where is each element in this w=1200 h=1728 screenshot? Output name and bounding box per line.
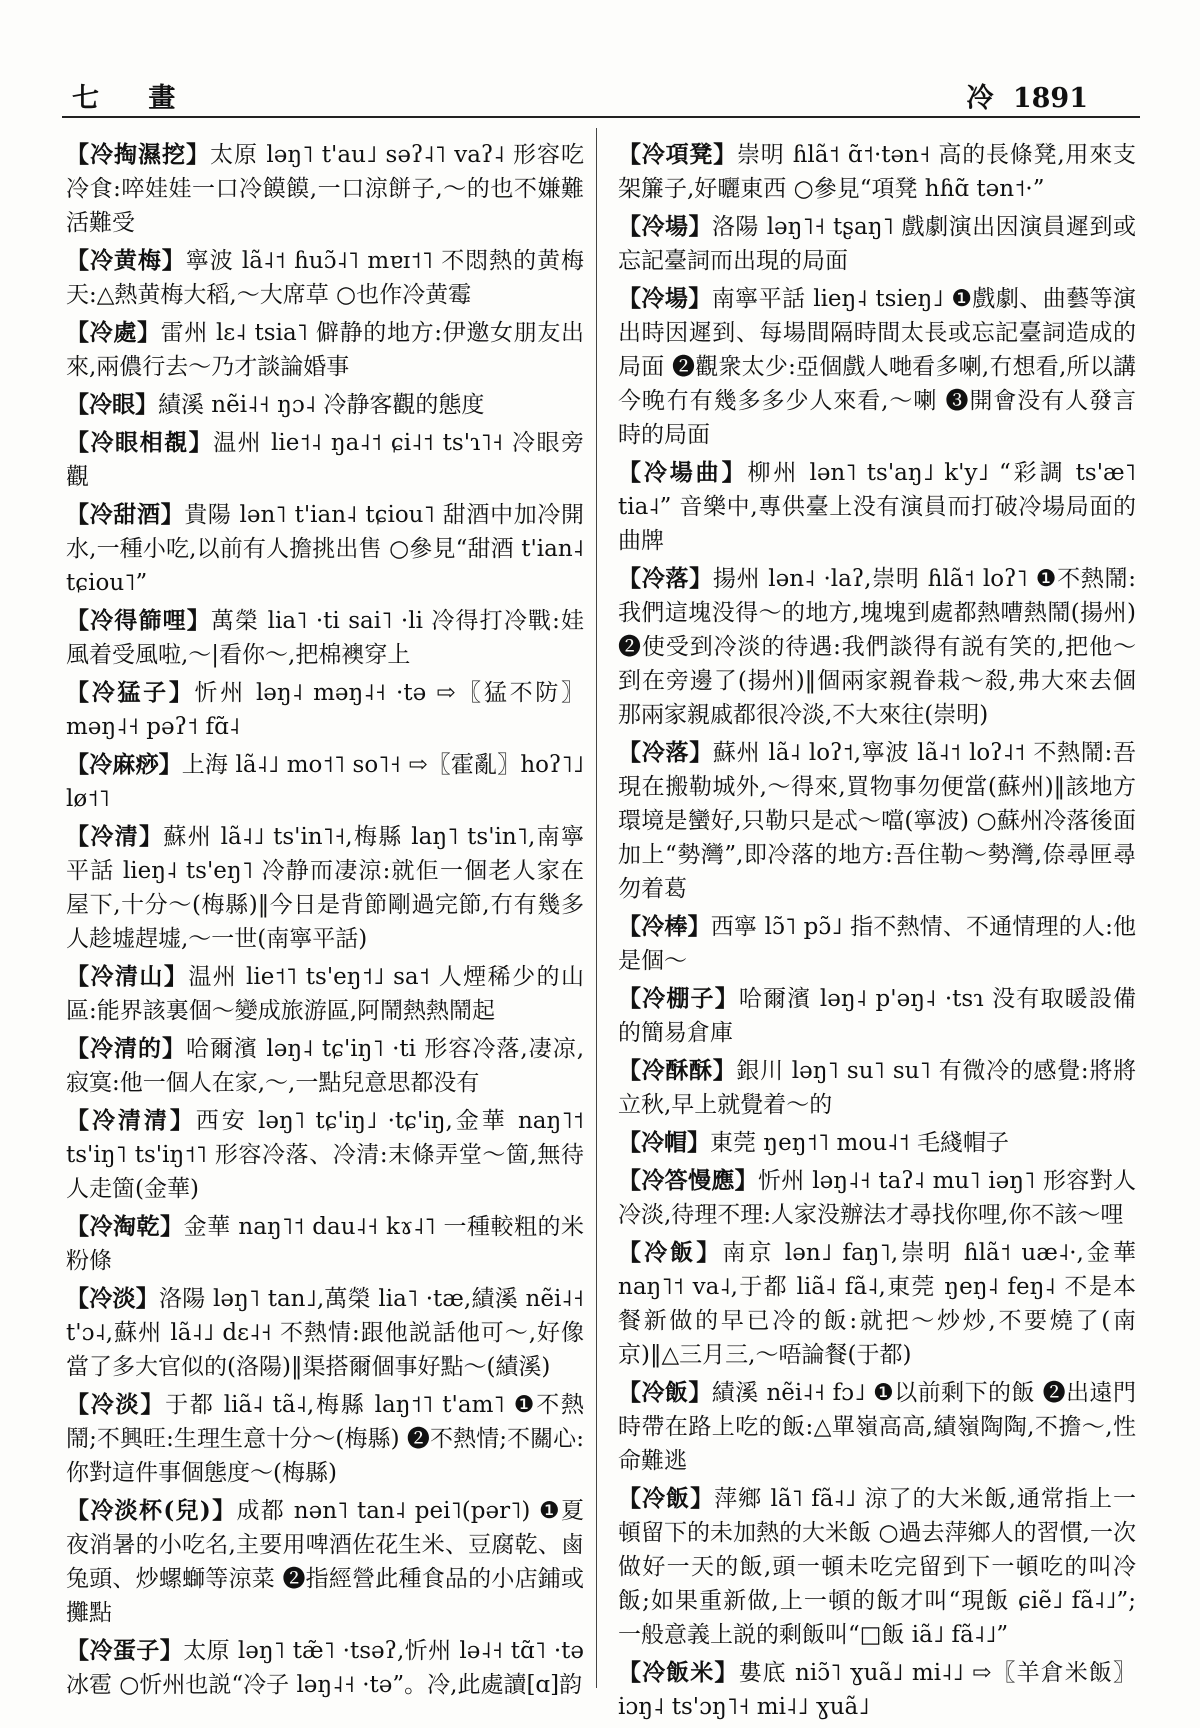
- entry-headword: 【冷落】: [618, 739, 713, 766]
- dictionary-entry: [616, 1482, 1136, 1652]
- entry-headword: 【冷酥酥】: [618, 1057, 737, 1084]
- entry-definition: 南寧平話 lieŋ˨ tsieŋ˩ ❶戲劇、曲藝等演出時因遲到、每場間隔時間太長或忘記臺詞造成的局面 ❷觀衆太少:亞個戲人哋看多喇,冇想看,所以講今晚冇有幾多多少人來看,～喇 ❸開會没有人發言時的局面: [618, 286, 1136, 448]
- dictionary-entry: [64, 138, 584, 240]
- entry-headword: 【冷場】: [618, 213, 712, 240]
- dictionary-entry: [64, 1104, 584, 1206]
- right-column: [616, 138, 1136, 1728]
- entry-definition: 太原 ləŋ˥ t'au˩ səʔ˨˥ vaʔ˨ 形容吃冷食:啐娃娃一口冷饃饃,一口涼餅子,～的也不嫌難活難受: [66, 142, 584, 236]
- dictionary-entry: [616, 210, 1136, 278]
- dictionary-entry: [64, 604, 584, 672]
- entry-headword: 【冷清的】: [66, 1035, 187, 1062]
- dictionary-entry: [616, 1054, 1136, 1122]
- entry-definition: 蘇州 lã˨˩ ts'in˥˧,梅縣 laŋ˥ ts'in˥,南寧平話 lieŋ˨ ts'eŋ˥ 冷静而凄涼:就佢一個老人家在屋下,十分～(梅縣)‖今日是背節剛過完節,冇有幾多人趁墟趕墟,～一世(南寧平話): [66, 824, 585, 952]
- entry-headword: 【冷飯】: [618, 1239, 723, 1266]
- dictionary-entry: [616, 1236, 1136, 1372]
- entry-headword: 【冷淡杯(兒)】: [66, 1497, 237, 1524]
- entry-headword: 【冷淘乾】: [66, 1213, 184, 1240]
- entry-definition: 洛陽 ləŋ˥ tan˩,萬榮 lia˥ ·tæ,績溪 nẽi˨˧ t'ɔ˨,蘇州 lã˨˩ dɛ˨˧ 不熱情:跟他説話他可～,好像當了多大官似的(洛陽)‖渠搭爾個事好點～(績溪): [66, 1286, 584, 1380]
- section-header: 七 畫: [72, 83, 196, 114]
- entry-definition: 貴陽 lən˥ t'ian˨ tɕiou˥ 甜酒中加冷開水,一種小吃,以前有人擔挑出售 ○參見“甜酒 t'ian˨ tɕiou˥”: [66, 502, 585, 596]
- entry-headword: 【冷眼相覩】: [66, 429, 214, 456]
- entry-headword: 【冷甜酒】: [66, 501, 185, 528]
- entry-definition: 哈爾濱 ləŋ˨ p'əŋ˨ ·tsɿ 没有取暖設備的簡易倉庫: [618, 986, 1137, 1046]
- dictionary-entry: [616, 138, 1136, 206]
- entry-definition: 成都 nən˥ tan˨ pei˥(pər˥) ❶夏夜消暑的小吃名,主要用啤酒佐花生米、豆腐乾、鹵兔頭、炒螺螄等涼菜 ❷指經營此種食品的小店鋪或攤點: [66, 1498, 584, 1626]
- dictionary-entry: [64, 498, 584, 600]
- dictionary-entry: [64, 1494, 584, 1630]
- entry-headword: 【冷得篩哩】: [66, 607, 211, 634]
- entry-headword: 【冷帽】: [618, 1129, 710, 1156]
- dictionary-entry: [616, 1656, 1136, 1724]
- entry-headword: 【冷清山】: [66, 963, 189, 990]
- dictionary-entry: [64, 388, 584, 422]
- entry-definition: 柳州 lən˥ ts'aŋ˩ k'y˩ “彩調 ts'æ˥ tia˨” 音樂中,專供臺上没有演員而打破冷場局面的曲牌: [618, 460, 1136, 554]
- left-column: [64, 138, 584, 1706]
- dictionary-entry: [616, 562, 1136, 732]
- entry-headword: 【冷眼】: [66, 391, 158, 418]
- entry-headword: 【冷清】: [66, 823, 164, 850]
- entry-definition: 太原 ləŋ˥ tæ̃˥ ·tsəʔ,忻州 lə˨˧ tɑ̃˥ ·tə 冰雹 ○忻州也説“冷子 ləŋ˨˧ ·tə”。冷,此處讀[ɑ]韵: [66, 1638, 585, 1698]
- entry-headword: 【冷答慢應】: [618, 1167, 758, 1194]
- dictionary-entry: [64, 960, 584, 1028]
- entry-headword: 【冷棒】: [618, 913, 711, 940]
- entry-headword: 【冷飯】: [618, 1485, 715, 1512]
- entry-definition: 忻州 ləŋ˨ məŋ˨˧ ·tə ⇨〖猛不防〗məŋ˨˧ pəʔ˦ fɑ̃˨: [66, 680, 584, 740]
- entry-headword: 【冷淡】: [66, 1285, 159, 1312]
- dictionary-entry: [64, 1282, 584, 1384]
- entry-definition: 金華 naŋ˥˦ dau˨˧ kɤ˨˥ 一種較粗的米粉條: [66, 1214, 585, 1274]
- dictionary-entry: [64, 316, 584, 384]
- entry-definition: 崇明 ɦlã˦ ɑ̃˦·tən˧ 高的長條凳,用來支架簾子,好曬東西 ○參見“項凳 hɦɑ̃ tən˦·”: [618, 142, 1137, 202]
- dictionary-entry: [616, 456, 1136, 558]
- entry-headword: 【冷飯】: [618, 1379, 712, 1406]
- entry-definition: 西寧 lɔ̃˥ pɔ̃˩ 指不熱情、不通情理的人:他是個～: [618, 914, 1137, 974]
- dictionary-entry: [64, 1210, 584, 1278]
- header-rule: [62, 116, 1140, 118]
- entry-definition: 揚州 lən˨ ·laʔ,崇明 ɦlã˦ loʔ˥ ❶不熱鬧:我們這塊没得～的地方,塊塊到處都熱嘈熱鬧(揚州) ❷使受到冷淡的待遇:我們談得有説有笑的,把他～到在旁邊了(揚州)‖個兩家親眷栽～殺,弗大來去個那兩家親戚都很冷淡,不大來往(崇明): [618, 566, 1137, 728]
- dictionary-entry: [64, 426, 584, 494]
- entry-headword: 【冷蛋子】: [66, 1637, 184, 1664]
- dictionary-entry: [64, 820, 584, 956]
- entry-definition: 西安 ləŋ˥ tɕ'iŋ˩ ·tɕ'iŋ,金華 naŋ˥˦ ts'iŋ˥ ts'iŋ˦˥ 形容冷落、冷清:末條弄堂～箇,無待人走箇(金華): [66, 1108, 585, 1202]
- dictionary-entry: [64, 1032, 584, 1100]
- entry-headword: 【冷項凳】: [618, 141, 737, 168]
- entry-definition: 東莞 ŋeŋ˦˥ mou˨˦ 毛綫帽子: [710, 1130, 1010, 1156]
- entry-headword: 【冷棚子】: [618, 985, 739, 1012]
- entry-headword: 【冷落】: [618, 565, 713, 592]
- entry-definition: 績溪 nẽi˨˧ ŋɔ˨ 冷静客觀的態度: [158, 392, 485, 418]
- dictionary-entry: [64, 244, 584, 312]
- dictionary-entry: [64, 1634, 584, 1702]
- entry-headword: 【冷場曲】: [618, 459, 748, 486]
- dictionary-entry: [616, 282, 1136, 452]
- entry-definition: 上海 lã˨˩ mo˦˥ so˥˧ ⇨〖霍亂〗hoʔ˥˩ lø˦˥: [66, 752, 585, 812]
- entry-definition: 于都 liã˨ tã˨,梅縣 laŋ˦˥ t'am˥ ❶不熱鬧;不興旺:生理生意十分～(梅縣) ❷不熱情;不關心:你對這件事個態度～(梅縣): [66, 1392, 584, 1486]
- entry-definition: 哈爾濱 ləŋ˨ tɕ'iŋ˥ ·ti 形容冷落,凄凉,寂寞:他一個人在家,～,一點兒意思都没有: [66, 1036, 585, 1096]
- entry-headword: 【冷清清】: [66, 1107, 196, 1134]
- entry-definition: 忻州 ləŋ˨˧ taʔ˨ mu˥ iəŋ˥ 形容對人冷淡,待理不理:人家没辦法才尋找你哩,你不該～哩: [618, 1168, 1136, 1228]
- dictionary-entry: [616, 1126, 1136, 1160]
- entry-headword: 【冷淡】: [66, 1391, 166, 1418]
- dictionary-entry: [64, 748, 584, 816]
- entry-headword: 【冷飯米】: [618, 1659, 739, 1686]
- entry-definition: 寧波 lã˨˦ ɦuɔ̃˨˥ mɐɪ˦˥ 不悶熱的黄梅天:△熱黄梅大稻,～大席草 ○也作冷黄霉: [66, 248, 584, 308]
- dictionary-entry: [616, 736, 1136, 906]
- entry-headword: 【冷場】: [618, 285, 712, 312]
- entry-definition: 雷州 lɛ˨ tsia˥ 僻静的地方:伊邀女朋友出來,兩儂行去～乃才談論婚事: [66, 320, 584, 380]
- dictionary-entry: [616, 910, 1136, 978]
- entry-definition: 洛陽 ləŋ˥˧ tʂaŋ˥ 戲劇演出因演員遲到或忘記臺詞而出現的局面: [618, 214, 1136, 274]
- entry-headword: 【冷麻痧】: [66, 751, 182, 778]
- dictionary-entry: [64, 1388, 584, 1490]
- dictionary-entry: [616, 1376, 1136, 1478]
- entry-definition: 銀川 ləŋ˥ su˥ su˥ 有微冷的感覺:將將立秋,早上就覺着～的: [618, 1058, 1137, 1118]
- dictionary-entry: [64, 676, 584, 744]
- entry-definition: 婁底 niɔ̃˥ ɣuã˩ mi˨˩ ⇨〖羊倉米飯〗iɔŋ˨ ts'ɔŋ˥˧ mi˨˩ ɣuã˩: [618, 1660, 1136, 1720]
- entry-headword: 【冷猛子】: [66, 679, 195, 706]
- entry-headword: 【冷黄梅】: [66, 247, 186, 274]
- entry-definition: 南京 lən˩ faŋ˥,崇明 ɦlã˦ uæ˨·,金華 naŋ˥˦ va˨,于都 liã˨ fã˨,東莞 ŋeŋ˨ feŋ˨ 不是本餐新做的早已冷的飯:就把～炒炒,不要燒了(南京)‖△三月三,～唔論餐(于都): [618, 1240, 1137, 1368]
- entry-headword: 【冷處】: [66, 319, 161, 346]
- dictionary-entry: [616, 982, 1136, 1050]
- column-divider: [596, 128, 597, 1688]
- entry-definition: 温州 lie˦˨ ŋa˨˦ ɕi˨˦ ts'ɿ˥˧ 冷眼旁觀: [66, 430, 585, 490]
- page-headword-and-number: 冷 1891: [966, 83, 1088, 114]
- entry-definition: 温州 lie˦˥ ts'eŋ˦˩ sa˦ 人煙稀少的山區:能界該裏個～變成旅游區,阿鬧熱熱鬧起: [66, 964, 585, 1024]
- entry-definition: 蘇州 lã˨ loʔ˦,寧波 lã˨˦ loʔ˨˦ 不熱鬧:吾現在搬勒城外,～得來,買物事勿便當(蘇州)‖該地方環境是蠻好,只勒只是忒～噹(寧波) ○蘇州冷落後面加上“勢灣”,即冷落的地方:吾住勒～勢灣,倷尋匣尋勿着葛: [618, 740, 1136, 902]
- entry-definition: 績溪 nẽi˨˧ fɔ˩ ❶以前剩下的飯 ❷出遠門時帶在路上吃的飯:△單嶺高高,績嶺陶陶,不擔～,性命難逃: [618, 1380, 1137, 1474]
- entry-headword: 【冷掏濕挖】: [66, 141, 211, 168]
- entry-definition: 萍鄉 lã˥ fã˨˩ 涼了的大米飯,通常指上一頓留下的未加熱的大米飯 ○過去萍鄉人的習慣,一次做好一天的飯,頭一頓未吃完留到下一頓吃的叫冷飯;如果重新做,上一頓的飯才叫“現飯 ɕiẽ˩ fã˨˩”;一般意義上説的剩飯叫“□飯 iã˩ fã˨˩”: [618, 1486, 1136, 1648]
- dictionary-entry: [616, 1164, 1136, 1232]
- entry-definition: 萬榮 lia˥ ·ti sai˥ ·li 冷得打冷戰:娃風着受風啦,～|看你～,把棉襖穿上: [66, 608, 585, 668]
